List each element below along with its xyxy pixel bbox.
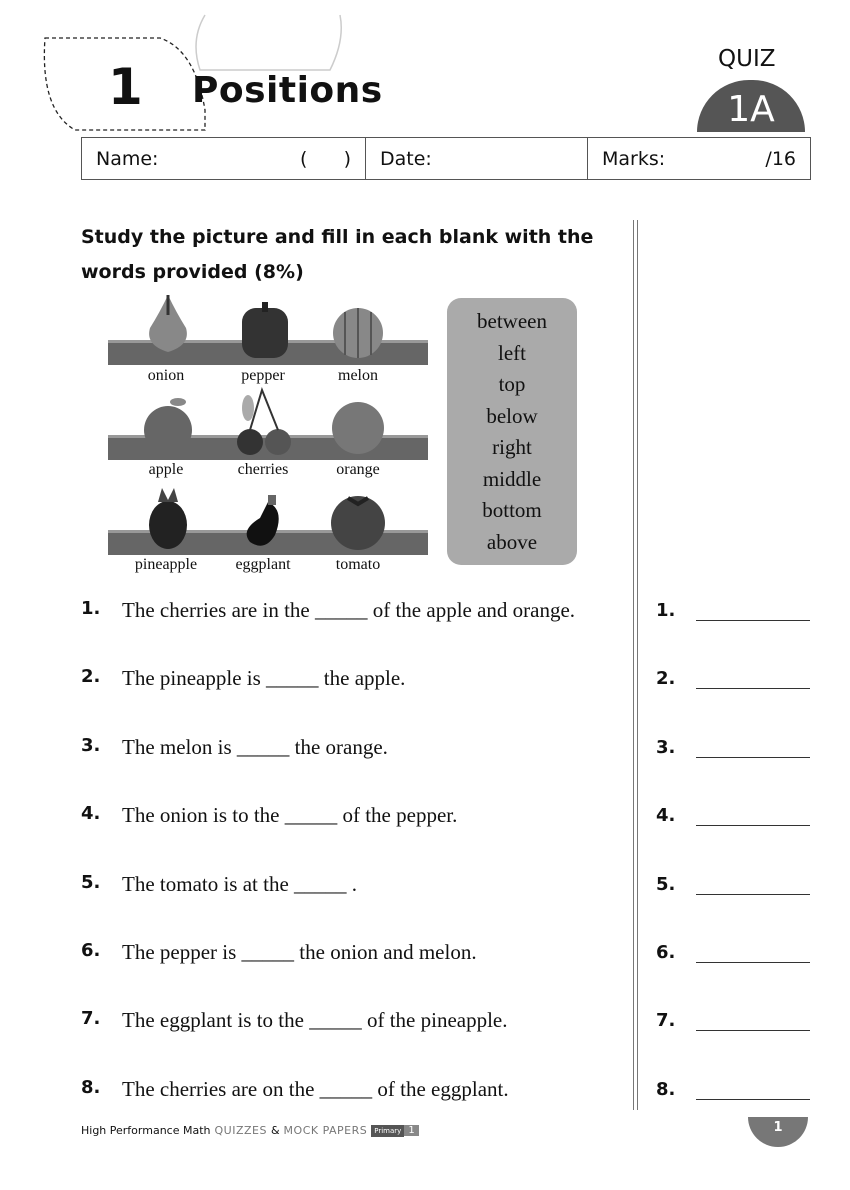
answer-blank[interactable] [696,737,810,758]
answer-number: 8. [656,1078,676,1100]
fruit-label: pepper [241,367,285,384]
footer-amp: & [270,1124,280,1137]
fruit-label: orange [336,461,380,478]
answer-number: 7. [656,1010,676,1032]
answer-number: 6. [656,942,676,963]
question-text: The pepper is _____ the onion and melon. [122,940,477,964]
answer-row [656,942,810,963]
answer-row [656,805,810,826]
answer-number: 3. [656,736,676,758]
fruit-label: melon [338,367,378,384]
question-text: The pineapple is _____ the apple. [122,666,406,691]
footer-series: QUIZZES [214,1124,267,1137]
question-number: 3. [81,734,101,756]
question-text: The cherries are in the _____ of the apple and orange. [122,598,576,622]
question-text: The cherries are on the _____ of the eggplant. [122,1076,509,1101]
answer-blank[interactable] [696,668,810,689]
fruit-label: tomato [335,556,381,573]
question [81,1077,509,1102]
footer-level-num: 1 [404,1125,418,1136]
tomato-icon [331,496,385,550]
word-bank [447,298,577,565]
question-number: 2. [81,666,101,688]
chapter-number: 1 [108,58,143,116]
question-number: 6. [81,940,101,961]
marks-total: /16 [765,147,796,170]
eggplant-icon [247,495,279,546]
footer-series: MOCK PAPERS [283,1124,368,1137]
class-number-field[interactable]: ( ) [299,147,351,170]
orange-icon [332,402,384,454]
answer-blank[interactable] [696,1079,810,1100]
answer-blank[interactable] [696,1010,810,1031]
fruit-label: apple [148,461,184,478]
fruit-label: pineapple [134,556,198,573]
page-number: 1 [748,1117,808,1147]
question-text: The melon is _____ the orange. [122,734,388,759]
question-text: The eggplant is to the _____ of the pineapple. [122,1008,508,1033]
answer-row [656,1010,810,1031]
quiz-badge: 1A [697,80,805,132]
answer-row [656,668,810,689]
page-title: Positions [192,70,383,111]
pepper-icon [242,302,288,358]
word: left [498,340,526,365]
question [81,1008,508,1033]
answer-row [656,1079,810,1100]
divider [633,220,638,1110]
word: top [498,372,526,396]
question-number: 7. [81,1008,101,1030]
question [81,803,457,828]
answer-blank[interactable] [696,942,810,963]
question [81,735,388,760]
question [81,872,357,897]
student-info-bar [81,137,811,180]
word: right [492,435,532,459]
answer-number: 2. [656,668,676,690]
quiz-label: QUIZ [718,46,776,72]
question-number: 4. [81,803,101,825]
question-text: The tomato is at the _____ . [122,871,358,896]
fruit-illustration [100,290,440,550]
footer-brand: High Performance Math [81,1124,211,1137]
footer-level: Primary [371,1125,404,1137]
instruction: Study the picture and fill in each blank with the words provided (8%) [81,226,594,283]
cherries-icon [237,390,291,455]
apple-icon [144,398,192,454]
word: below [486,403,538,428]
fruit-label: eggplant [235,556,291,573]
answer-number: 1. [656,600,676,621]
question-number: 5. [81,871,101,893]
name-label: Name: [96,147,159,170]
word: above [486,529,538,554]
marks-label: Marks: [602,147,666,170]
onion-icon [149,295,187,352]
question-number: 1. [81,598,101,619]
word: middle [482,466,542,491]
answer-row [656,874,810,895]
answer-number: 4. [656,805,676,827]
answer-number: 5. [656,873,676,895]
word: bottom [482,498,542,522]
fruit-label: cherries [237,461,289,478]
melon-icon [333,308,383,358]
question [81,666,405,691]
question-number: 8. [81,1076,101,1098]
pineapple-icon [149,488,187,549]
word: between [477,309,547,333]
answer-row [656,600,810,621]
footer [81,1124,419,1137]
question [81,598,575,623]
answer-blank[interactable] [696,805,810,826]
answer-blank[interactable] [696,874,810,895]
fruit-label: onion [147,367,185,384]
question-text: The onion is to the _____ of the pepper. [122,803,458,828]
answer-row [656,737,810,758]
question [81,940,477,965]
answer-blank[interactable] [696,600,810,621]
date-label: Date: [380,147,432,170]
